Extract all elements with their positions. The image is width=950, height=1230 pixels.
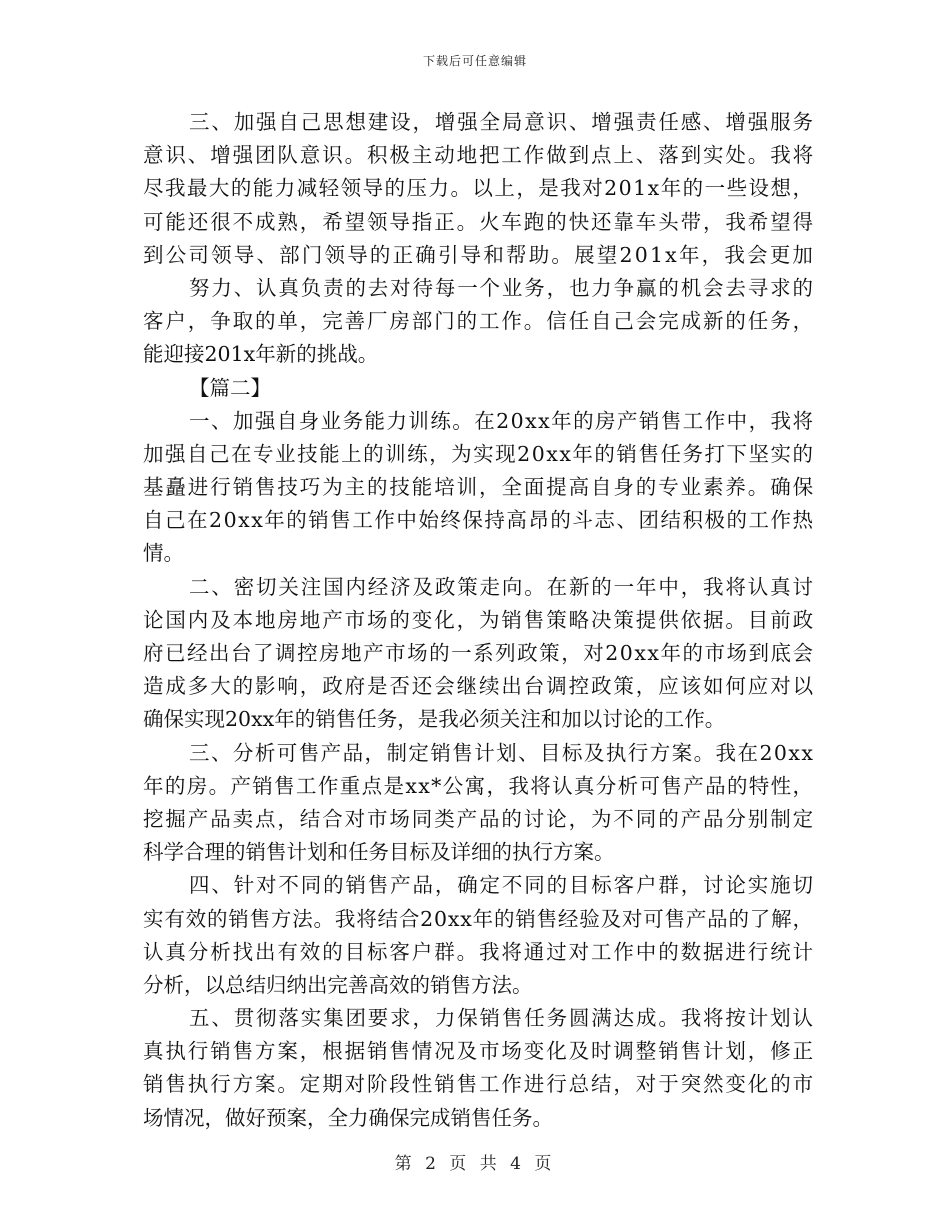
text-line: 加强自己在专业技能上的训练，为实现20xx年的销售任务打下坚实的 [143,441,815,466]
text-line: 实有效的销售方法。我将结合20xx年的销售经验及对可售产品的了解， [143,906,814,931]
text-line: 真执行销售方案，根据销售情况及市场变化及时调整销售计划，修正 [143,1039,815,1064]
text-line: 【篇二】 [189,375,271,400]
text-line: 基矗进行销售技巧为主的技能培训，全面提高自身的专业素养。确保 [143,475,815,500]
page-header: 下载后可任意编辑 [422,54,527,68]
document-body [143,106,816,1135]
text-line: 四、针对不同的销售产品，确定不同的目标客户群，讨论实施切 [189,873,815,898]
text-line: 三、加强自己思想建设，增强全局意识、增强责任感、增强服务 [189,110,815,134]
text-line: 分析，以总结归纳出完善高效的销售方法。 [143,972,533,997]
text-line: 到公司领导、部门领导的正确引导和帮助。展望201x年，我会更加 [143,242,816,267]
text-line: 一、加强自身业务能力训练。在20xx年的房产销售工作中，我将 [189,408,815,433]
text-line: 三、分析可售产品，制定销售计划、目标及执行方案。我在20xx [189,740,815,765]
text-line: 场情况，做好预案，全力确保完成销售任务。 [143,1105,553,1130]
text-line: 挖掘产品卖点，结合对市场同类产品的讨论，为不同的产品分别制定 [143,806,815,831]
text-line: 意识、增强团队意识。积极主动地把工作做到点上、落到实处。我将 [143,143,815,168]
text-line: 确保实现20xx年的销售任务，是我必须关注和加以讨论的工作。 [143,707,726,732]
text-line: 努力、认真负责的去对待每一个业务，也力争赢的机会去寻求的 [189,275,815,300]
text-line: 科学合理的销售计划和任务目标及详细的执行方案。 [143,840,615,865]
text-line: 认真分析找出有效的目标客户群。我将通过对工作中的数据进行统计 [143,939,815,964]
text-line: 尽我最大的能力减轻领导的压力。以上，是我对201x年的一些设想， [143,176,815,201]
text-line: 客户，争取的单，完善厂房部门的工作。信任自己会完成新的任务， [143,309,815,334]
text-line: 论国内及本地房地产市场的变化，为销售策略决策提供依据。目前政 [143,607,815,632]
text-line: 自己在20xx年的销售工作中始终保持高昂的斗志、团结积极的工作热 [143,508,815,533]
text-line: 五、贯彻落实集团要求，力保销售任务圆满达成。我将按计划认 [189,1006,815,1031]
page-footer: 第 2 页 共 4 页 [394,1154,556,1174]
text-line: 销售执行方案。定期对阶段性销售工作进行总结，对于突然变化的市 [143,1072,815,1097]
text-line: 造成多大的影响，政府是否还会继续出台调控政策，应该如何应对以 [143,674,815,699]
text-line: 府已经出台了调控房地产市场的一系列政策，对20xx年的市场到底会 [143,641,815,665]
text-line: 情。 [143,541,184,566]
text-line: 可能还很不成熟，希望领导指正。火车跑的快还靠车头带，我希望得 [143,209,815,234]
text-line: 年的房。产销售工作重点是xx*公寓，我将认真分析可售产品的特性， [143,773,815,798]
text-line: 能迎接201x年新的挑战。 [143,342,379,367]
text-line: 二、密切关注国内经济及政策走向。在新的一年中，我将认真讨 [189,574,815,599]
